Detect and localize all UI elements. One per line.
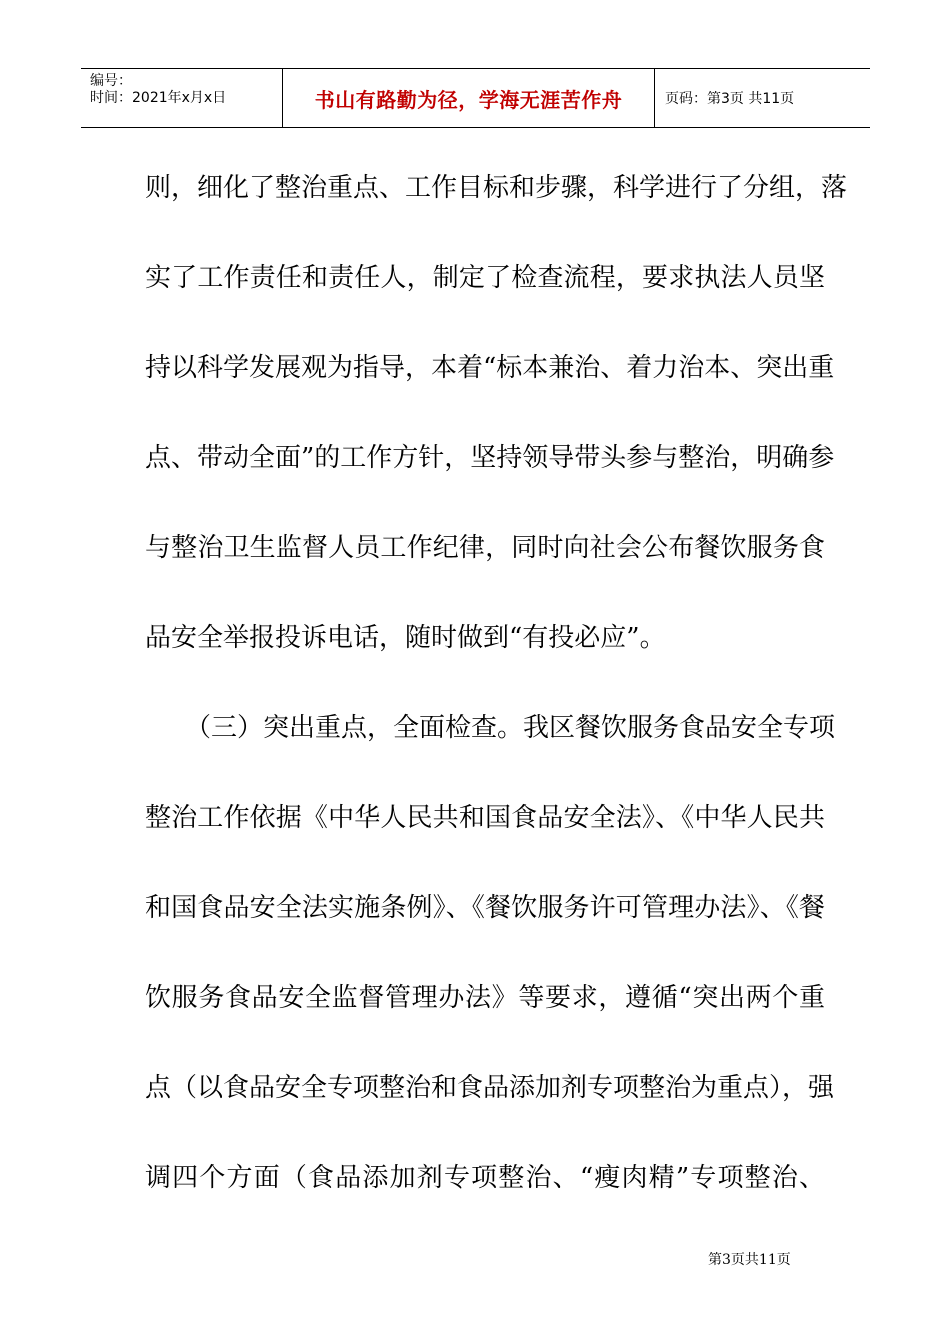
body-line: 与整治卫生监督人员工作纪律，同时向社会公布餐饮服务食 xyxy=(145,533,825,563)
body-line: 持以科学发展观为指导，本着“标本兼治、着力治本、突出重 xyxy=(145,353,835,383)
body-line: 则，细化了整治重点、工作目标和步骤，科学进行了分组，落 xyxy=(145,173,848,203)
page-header xyxy=(81,68,870,128)
body-line: 整治工作依据《中华人民共和国食品安全法》、《中华人民共 xyxy=(145,803,825,833)
body-line: 饮服务食品安全监督管理办法》等要求，遵循“突出两个重 xyxy=(145,983,825,1013)
body-line: 品安全举报投诉电话，随时做到“有投必应”。 xyxy=(145,623,666,653)
body-line: 点（以食品安全专项整治和食品添加剂专项整治为重点），强 xyxy=(145,1073,835,1103)
body-line: 和国食品安全法实施条例》、《餐饮服务许可管理办法》、《餐 xyxy=(145,893,825,923)
serial-label: 编号： xyxy=(90,73,132,89)
body-line: 实了工作责任和责任人，制定了检查流程，要求执法人员坚 xyxy=(145,263,825,293)
date-text: 时间：2021年x月x日 xyxy=(90,90,227,106)
header-meta xyxy=(81,69,283,127)
header-motto: 书山有路勤为径，学海无涯苦作舟 xyxy=(283,69,655,127)
body-line: 调四个方面（食品添加剂专项整治、“瘦肉精”专项整治、 xyxy=(145,1163,825,1193)
document-body xyxy=(145,143,848,1223)
page-footer: 第3页共11页 xyxy=(708,1252,791,1268)
body-line: （三）突出重点，全面检查。我区餐饮服务食品安全专项 xyxy=(185,713,836,743)
header-page-info: 页码：第3页 共11页 xyxy=(665,91,795,107)
body-line: 点、带动全面”的工作方针，坚持领导带头参与整治，明确参 xyxy=(145,443,835,473)
